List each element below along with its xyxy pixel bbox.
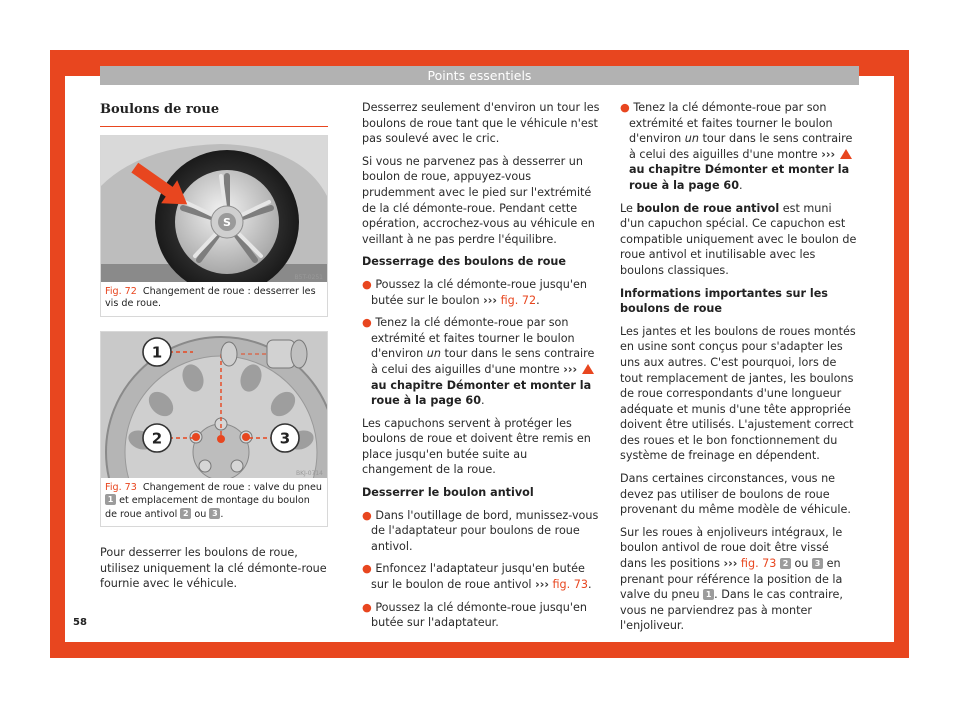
paragraph: Le boulon de roue antivol est muni d'un capuchon spécial. Ce capuchon est compatible uniquement avec le boulon de roue antivol et inutilisable avec les boulons classiques. xyxy=(620,201,857,277)
paragraph: Les jantes et les boulons de roues montés en usine sont conçus pour s'adapter les uns aux autres. C'est pourquoi, lors de tout remplacement de jantes, les boulons de roue correspondants d'une longueur adéquate et munis d'une tête appropriée doivent être utilisés. L'ajustement correct des roues et le bon fonctionnement du système de freinage en dépendent. xyxy=(620,324,856,463)
list-item: ● Dans l'outillage de bord, munissez-vous de l'adaptateur pour boulons de roue antivol. xyxy=(362,508,599,553)
list-item: ● Tenez la clé démonte-roue par son extrémité et faites tourner le boulon d'environ un tour dans le sens contraire à celui des aiguilles d'une montre ››› ! au chapitre Démonter et monter la roue à la page 60. xyxy=(620,100,859,194)
figure-caption: Fig. 73 Changement de roue : valve du pneu 1 et emplacement de montage du boulon de roue antivol 2 ou 3 . xyxy=(105,481,322,520)
column-2 xyxy=(362,100,600,638)
figure-link[interactable]: fig. 73 xyxy=(740,557,777,571)
figure-code: B5T-0251 xyxy=(294,273,323,281)
figure-caption xyxy=(101,282,327,316)
wheel-photo xyxy=(101,136,327,282)
paragraph: Les capuchons servent à protéger les boulons de roue et doivent être remis en place jusqu'en butée suite au changement de la roue. xyxy=(362,416,591,477)
callout-2: 2 xyxy=(151,429,163,448)
paragraph: Desserrez seulement d'environ un tour les boulons de roue tant que le véhicule n'est pas soulevé avec le cric. xyxy=(362,101,600,146)
callout-1: 1 xyxy=(151,343,163,362)
warning-icon xyxy=(840,149,852,159)
steel-wheel-diagram xyxy=(101,332,327,478)
paragraph: Pour desserrer les boulons de roue, utilisez uniquement la clé démonte-roue fournie avec le véhicule. xyxy=(100,546,327,591)
subheading: Desserrage des boulons de roue xyxy=(362,255,566,269)
section-header-bar: Points essentiels xyxy=(100,66,859,85)
column-1 xyxy=(100,100,328,599)
paragraph: Dans certaines circonstances, vous ne devez pas utiliser de boulons de roue provenant du même modèle de véhicule. xyxy=(620,472,851,517)
chapter-link[interactable]: au chapitre Démonter et monter la roue à la page 60 xyxy=(371,378,592,408)
callout-3: 3 xyxy=(279,429,291,448)
page-number: 58 xyxy=(73,617,87,628)
figure-number: Fig. 72 xyxy=(105,285,137,297)
list-item: ● Enfoncez l'adaptateur jusqu'en butée sur le boulon de roue antivol ››› fig. 73. xyxy=(362,562,592,592)
figure-link[interactable]: fig. 73 xyxy=(552,578,589,592)
subheading: Informations importantes sur les boulons de roue xyxy=(620,286,828,316)
figure-73 xyxy=(100,331,328,528)
subheading: Desserrer le boulon antivol xyxy=(362,486,534,500)
figure-72 xyxy=(100,135,328,317)
figure-caption-text: Changement de roue : desserrer les vis de roue. xyxy=(105,285,316,310)
chapter-link[interactable]: au chapitre Démonter et monter la roue à la page 60 xyxy=(629,163,850,192)
svg-text:S: S xyxy=(223,215,231,229)
paragraph: Sur les roues à enjoliveurs intégraux, le boulon antivol de roue doit être vissé dans les positions ››› fig. 73 2 ou 3 en prenant pour référence la position de la valve du pneu 1 . Dans le cas contraire, vous ne parviendrez pas à monter l'enjoliveur. xyxy=(620,525,843,633)
list-item: ● Poussez la clé démonte-roue jusqu'en butée sur le boulon ››› fig. 72. xyxy=(362,277,587,307)
figure-number: Fig. 73 xyxy=(105,481,137,493)
list-item: ● Tenez la clé démonte-roue par son extrémité et faites tourner le boulon d'environ un tour dans le sens contraire à celui des aiguilles d'une montre ››› ! au chapitre Démonter et monter la roue à la page 60. xyxy=(362,315,600,409)
warning-icon xyxy=(582,364,594,374)
paragraph: Si vous ne parvenez pas à desserrer un boulon de roue, appuyez-vous prudemment avec le pied sur l'extrémité de la clé démonte-roue. Pendant cette opération, accrochez-vous au véhicule en veillant à ne pas perdre l'équilibre. xyxy=(362,154,595,246)
section-title: Boulons de roue xyxy=(100,100,328,127)
column-3 xyxy=(620,100,859,641)
figure-link[interactable]: fig. 72 xyxy=(500,293,537,307)
figure-code: BKJ-0714 xyxy=(295,469,323,477)
list-item: ● Poussez la clé démonte-roue jusqu'en butée sur l'adaptateur. xyxy=(362,600,587,630)
